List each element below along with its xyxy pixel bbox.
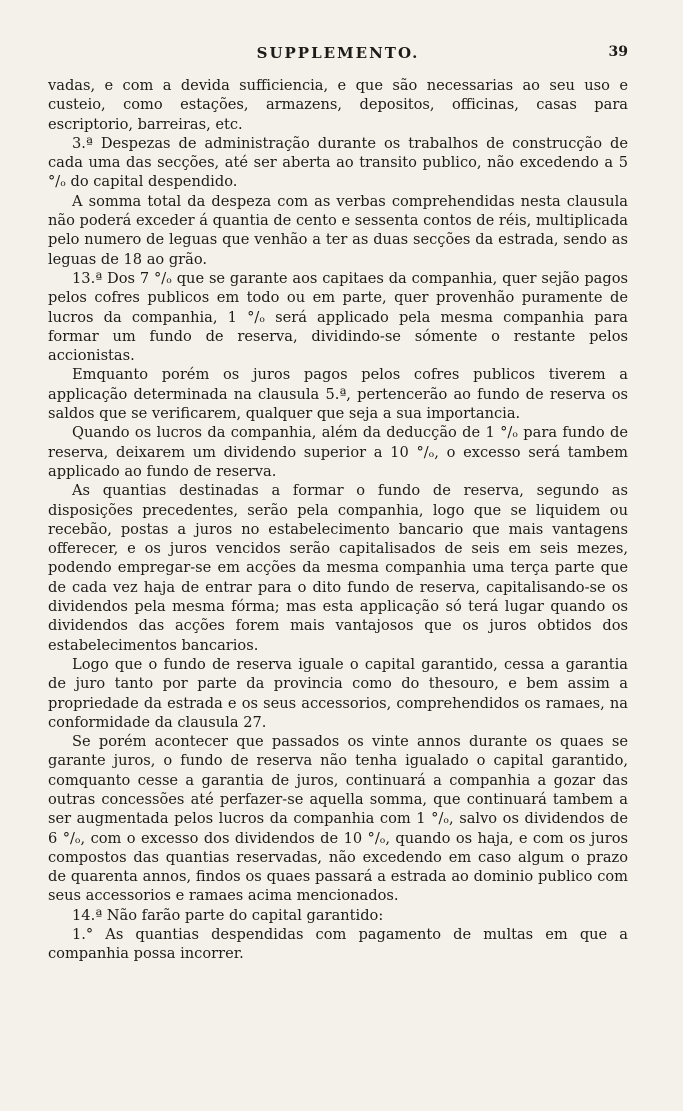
page-body xyxy=(48,76,628,964)
paragraph-clause-14: 14.ª Não farão parte do capital garantido: xyxy=(72,906,384,924)
paragraph: Logo que o fundo de reserva iguale o capital garantido, cessa a garantia de juro tanto por parte da provincia como do thesouro, e bem assim a propriedade da estrada e os seus accessorios, comprehendidos os ramaes, na conformidade da clausula 27. xyxy=(48,655,628,731)
paragraph-item-3: 3.ª Despezas de administração durante os trabalhos de construcção de cada uma das secções, até ser aberta ao transito publico, não excedendo a 5 °/ₒ do capital despendido. xyxy=(48,134,628,191)
paragraph: Se porém acontecer que passados os vinte annos durante os quaes se garante juros, o fundo de reserva não tenha igualado o capital garantido, comquanto cesse a garantia de juros, continuará a companhia a gozar das outras concessões até perfazer-se aquella somma, que continuará tambem a ser augmentada pelos lucros da companhia com 1 °/ₒ, salvo os dividendos de 6 °/ₒ, com o excesso dos dividendos de 10 °/ₒ, quando os haja, e com os juros compostos das quantias reservadas, não excedendo em caso algum o prazo de quarenta annos, findos os quaes passará a estrada ao dominio publico com seus accessorios e ramaes acima mencionados. xyxy=(48,733,628,905)
running-title: SUPPLEMENTO. xyxy=(256,44,420,62)
paragraph-clause-13: 13.ª Dos 7 °/ₒ que se garante aos capitaes da companhia, quer sejão pagos pelos cofres publicos em todo ou em parte, quer provenhão puramente de lucros da companhia, 1 °/ₒ será applicado pela mesma companhia para formar um fundo de reserva, dividindo-se sómente o restante pelos accionistas. xyxy=(48,269,628,365)
paragraph: As quantias destinadas a formar o fundo de reserva, segundo as disposições precedentes, serão pela companhia, logo que se liquidem ou recebão, postas a juros no estabelecimento bancario que mais vantagens offerecer, e os juros vencidos serão capitalisados de seis em seis mezes, podendo empregar-se em acções da mesma companhia uma terça parte que de cada vez haja de entrar para o dito fundo de reserva, capitalisando-se os dividendos pela mesma fórma; mas esta applicação só terá lugar quando os dividendos das acções forem mais vantajosos que os juros obtidos dos estabelecimentos bancarios. xyxy=(48,482,628,654)
paragraph: Quando os lucros da companhia, além da deducção de 1 °/ₒ para fundo de reserva, deixarem um dividendo superior a 10 °/ₒ, o excesso será tambem applicado ao fundo de reserva. xyxy=(48,424,628,480)
page-header xyxy=(48,30,628,62)
page-number: 39 xyxy=(608,44,628,60)
paragraph-item-1: 1.° As quantias despendidas com pagamento de multas em que a companhia possa incorrer. xyxy=(48,926,628,963)
document-page xyxy=(48,30,628,964)
paragraph: A somma total da despeza com as verbas comprehendidas nesta clausula não poderá exceder á quantia de cento e sessenta contos de réis, multiplicada pelo numero de leguas que venhão a ter as duas secções da estrada, sendo as leguas de 18 ao grão. xyxy=(48,192,628,268)
paragraph-continuation: vadas, e com a devida sufficiencia, e que são necessarias ao seu uso e custeio, como estações, armazens, depositos, officinas, casas para escriptorio, barreiras, etc. xyxy=(48,77,628,133)
paragraph: Emquanto porém os juros pagos pelos cofres publicos tiverem a applicação determinada na clausula 5.ª, pertencerão ao fundo de reserva os saldos que se verificarem, qualquer que seja a sua importancia. xyxy=(48,366,628,423)
